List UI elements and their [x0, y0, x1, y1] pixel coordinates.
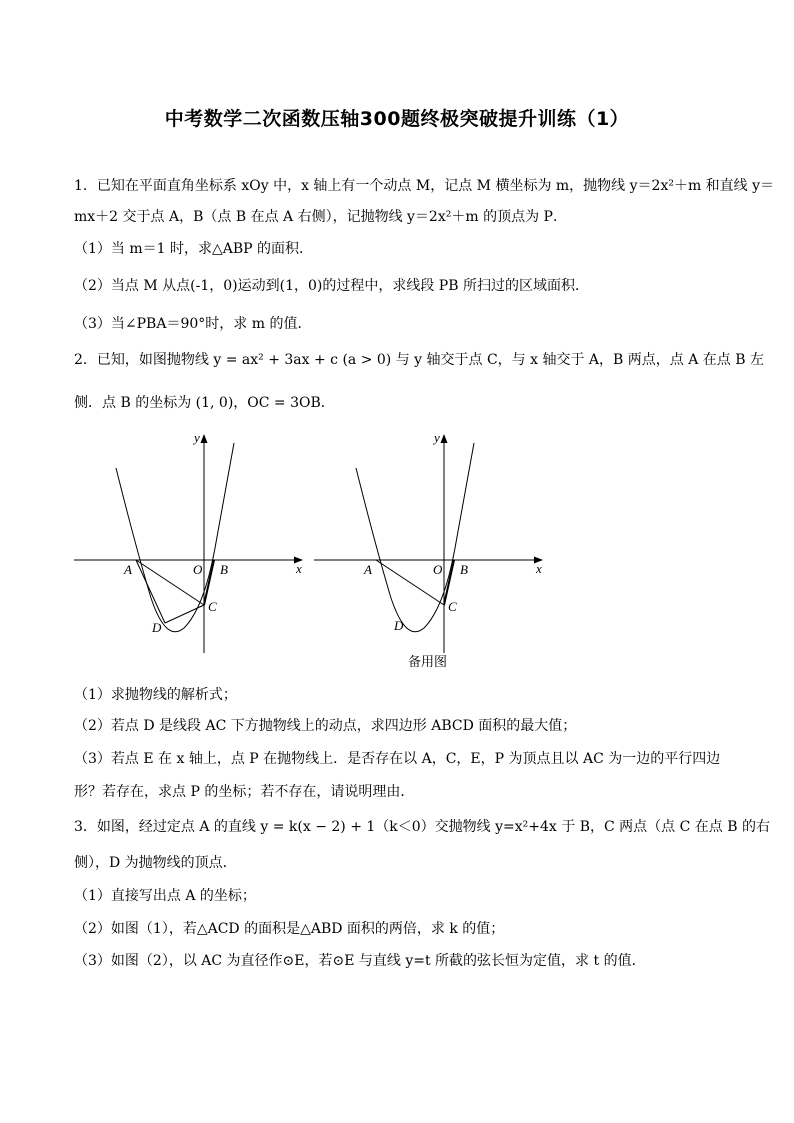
fig1-d-label: D	[152, 620, 162, 635]
parabola-figure-1	[74, 428, 310, 657]
problem-2-part-3-line-1: （3）若点 E 在 x 轴上，点 P 在抛物线上．是否存在以 A，C，E，P 为顶点且以 AC 为一边的平行四边	[74, 751, 721, 767]
problem-3-line-1: 3．如图，经过定点 A 的直线 y = k(x − 2) + 1（k＜0）交抛物线 y=x²+4x 于 B，C 两点（点 C 在点 B 的右	[74, 819, 770, 835]
parabola-figure-2	[314, 428, 550, 657]
problem-1-part-2: （2）当点 M 从点(-1，0)运动到(1，0)的过程中，求线段 PB 所扫过的区域面积．	[74, 278, 589, 294]
problem-1-part-1: （1）当 m＝1 时，求△ABP 的面积．	[74, 241, 314, 257]
fig1-x-label: x	[296, 561, 302, 576]
problem-2-line-1: 2．已知，如图抛物线 y = ax² + 3ax + c (a > 0) 与 y 轴交于点 C，与 x 轴交于 A，B 两点，点 A 在点 B 左	[74, 352, 764, 368]
fig2-a-label: A	[364, 562, 372, 577]
fig2-y-label: y	[434, 430, 440, 445]
fig1-a-label: A	[124, 562, 132, 577]
fig2-d-label: D	[394, 618, 404, 633]
problem-2-part-1: （1）求抛物线的解析式；	[74, 687, 237, 703]
problem-1-part-3: （3）当∠PBA＝90°时，求 m 的值．	[74, 316, 312, 332]
page-title: 中考数学二次函数压轴300题终极突破提升训练（1）	[164, 108, 630, 130]
problem-3-part-2: （2）如图（1），若△ACD 的面积是△ABD 面积的两倍，求 k 的值；	[74, 921, 505, 937]
problem-3-line-2: 侧），D 为抛物线的顶点．	[74, 855, 237, 871]
fig2-b-label: B	[460, 562, 468, 577]
problem-3-part-3: （3）如图（2），以 AC 为直径作⊙E，若⊙E 与直线 y=t 所截的弦长恒为定值，求 t 的值．	[74, 953, 646, 969]
figure-caption: 备用图	[408, 655, 448, 670]
fig1-b-label: B	[220, 562, 228, 577]
fig2-c-label: C	[448, 599, 457, 614]
fig2-x-label: x	[536, 561, 542, 576]
parabola-figure-2-svg	[314, 428, 550, 653]
problem-2-line-2: 侧．点 B 的坐标为 (1, 0)，OC = 3OB．	[74, 395, 335, 411]
parabola-figure-1-svg	[74, 428, 310, 653]
problem-2-part-3-line-2: 形？若存在，求点 P 的坐标；若不存在，请说明理由．	[74, 784, 415, 800]
fig1-o-label: O	[193, 562, 203, 577]
problem-3-part-1: （1）直接写出点 A 的坐标；	[74, 888, 256, 904]
fig1-y-label: y	[194, 430, 200, 445]
problem-1-line-1: 1．已知在平面直角坐标系 xOy 中，x 轴上有一个动点 M，记点 M 横坐标为 m，抛物线 y＝2x²＋m 和直线 y＝	[74, 178, 775, 194]
problem-2-part-2: （2）若点 D 是线段 AC 下方抛物线上的动点，求四边形 ABCD 面积的最大值；	[74, 718, 577, 734]
fig2-o-label: O	[433, 562, 443, 577]
problem-1-line-2: mx＋2 交于点 A，B（点 B 在点 A 右侧），记抛物线 y＝2x²＋m 的顶点为 P．	[74, 209, 567, 225]
fig1-c-label: C	[208, 599, 217, 614]
